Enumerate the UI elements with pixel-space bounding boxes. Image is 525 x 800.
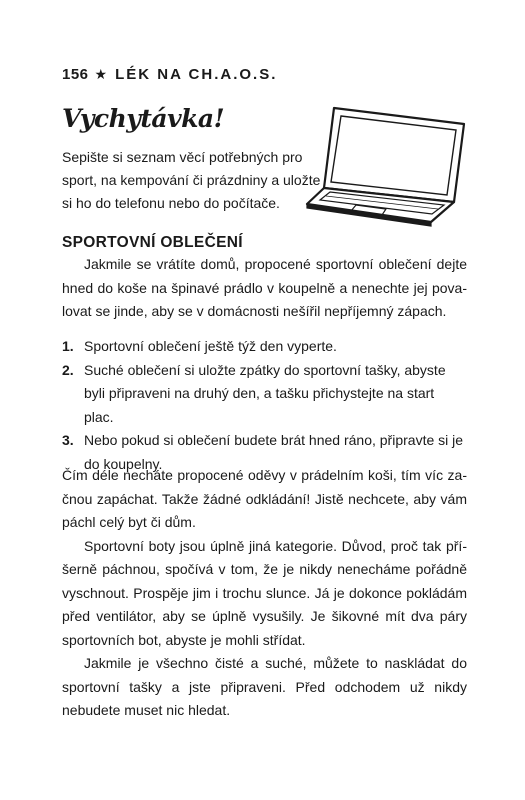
list-number: 2. (62, 361, 74, 378)
tip-text: Sepište si seznam věcí potřebných pro sport, na kempování či prázdniny a uložte si ho do telefonu nebo do počítače. (62, 149, 321, 211)
body-paragraph: Sportovní boty jsou úplně jiná kategorie. Důvod, proč tak příšerně páchnou, spočívá v tom, že je nikdy nenecháme pořádně vyschnout. Prospěje jim i trochu slunce. Já je dokonce pokládám před ventilátor, aby se úplně vysušily. Je šikovné mít dva páry sportovních bot, abyste je mohli střídat. (62, 537, 467, 648)
numbered-list (62, 335, 467, 476)
book-title: LÉK NA CH.A.O.S. (115, 66, 278, 83)
page-number: 156 (62, 66, 89, 83)
intro-paragraph: Jakmile se vrátíte domů, propocené sportovní oblečení dejte hned do koše na špinavé prádlo v koupelně a nenechte jej povalovat se jinde, aby se v domácnosti nešířil nepříjemný zápach. (62, 256, 467, 319)
list-item (62, 359, 467, 430)
section-heading: SPORTOVNÍ OBLEČENÍ (62, 234, 243, 251)
list-number: 1. (62, 338, 74, 354)
list-item (62, 335, 467, 359)
star-icon: ★ (94, 66, 110, 82)
list-text: Suché oblečení si uložte zpátky do sportovní tašky, abyste byli připraveni na druhý den, a tašku přichystejte na start plac. (84, 361, 446, 425)
body-paragraph: Čím déle necháte propocené oděvy v prádelním koši, tím víc začnou zapáchat. Takže žádné odkládání! Jistě nechcete, aby vám páchl celý byt či dům. (62, 467, 467, 530)
body-paragraph: Jakmile je všechno čisté a suché, můžete to naskládat do sportovní tašky a jste připraveni. Před odchodem už nikdy nebudete muset nic hledat. (62, 655, 467, 718)
running-header (62, 66, 277, 83)
list-text: Nebo pokud si oblečení budete brát hned ráno, připravte si je do koupelny. (84, 432, 464, 472)
tip-title: Vychytávka! (62, 104, 225, 133)
list-text: Sportovní oblečení ještě týž den vyperte. (84, 338, 337, 354)
body-text (62, 464, 467, 723)
list-number: 3. (62, 432, 74, 448)
laptop-icon (304, 104, 470, 230)
